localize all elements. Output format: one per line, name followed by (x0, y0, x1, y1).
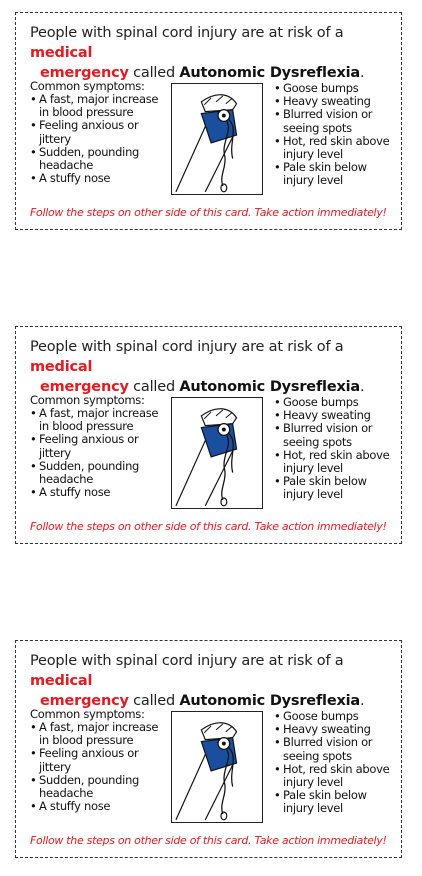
right-symptom-list (274, 82, 394, 188)
wallet-card-3 (15, 640, 402, 858)
follow-instructions: Follow the steps on other side of this card. Take action immediately! (30, 520, 387, 533)
list-item: • Blurred vision or seeing spots (274, 422, 394, 448)
symptoms-header: Common symptoms: (30, 707, 145, 721)
list-item: • Feeling anxious or jittery (30, 747, 160, 773)
list-item: • A fast, major increase in blood pressure (30, 93, 160, 119)
blood-pressure-cuff-icon (171, 711, 263, 823)
list-item: • Heavy sweating (274, 723, 394, 736)
list-item: • Sudden, pounding headache (30, 774, 160, 800)
list-item: • Blurred vision or seeing spots (274, 108, 394, 134)
list-item: • Heavy sweating (274, 409, 394, 422)
list-item: • Feeling anxious or jittery (30, 433, 160, 459)
list-item: • Sudden, pounding headache (30, 146, 160, 172)
list-item: • Pale skin below injury level (274, 475, 394, 501)
blood-pressure-cuff-icon (171, 83, 263, 195)
symptoms-header: Common symptoms: (30, 393, 145, 407)
list-item: • Goose bumps (274, 82, 394, 95)
left-symptom-list (30, 721, 160, 813)
list-item: • A fast, major increase in blood pressure (30, 407, 160, 433)
list-item: • A stuffy nose (30, 486, 160, 499)
wallet-card-2 (15, 326, 402, 544)
list-item: • Goose bumps (274, 396, 394, 409)
card-title: People with spinal cord injury are at risk of a medical emergency called Autonomic Dysreflexia. (30, 339, 365, 395)
wallet-card-1 (15, 12, 402, 230)
symptoms-header: Common symptoms: (30, 79, 145, 93)
left-symptom-list (30, 93, 160, 185)
list-item: • Sudden, pounding headache (30, 460, 160, 486)
list-item: • A stuffy nose (30, 172, 160, 185)
list-item: • Pale skin below injury level (274, 161, 394, 187)
list-item: • Pale skin below injury level (274, 789, 394, 815)
card-title: People with spinal cord injury are at risk of a medical emergency called Autonomic Dysreflexia. (30, 25, 365, 81)
right-symptom-list (274, 710, 394, 816)
follow-instructions: Follow the steps on other side of this card. Take action immediately! (30, 206, 387, 219)
list-item: • A fast, major increase in blood pressure (30, 721, 160, 747)
left-symptom-list (30, 407, 160, 499)
right-symptom-list (274, 396, 394, 502)
list-item: • Hot, red skin above injury level (274, 135, 394, 161)
list-item: • Hot, red skin above injury level (274, 763, 394, 789)
list-item: • Hot, red skin above injury level (274, 449, 394, 475)
list-item: • Goose bumps (274, 710, 394, 723)
blood-pressure-cuff-icon (171, 397, 263, 509)
card-title: People with spinal cord injury are at risk of a medical emergency called Autonomic Dysreflexia. (30, 653, 365, 709)
list-item: • Heavy sweating (274, 95, 394, 108)
list-item: • Feeling anxious or jittery (30, 119, 160, 145)
follow-instructions: Follow the steps on other side of this card. Take action immediately! (30, 834, 387, 847)
list-item: • A stuffy nose (30, 800, 160, 813)
list-item: • Blurred vision or seeing spots (274, 736, 394, 762)
